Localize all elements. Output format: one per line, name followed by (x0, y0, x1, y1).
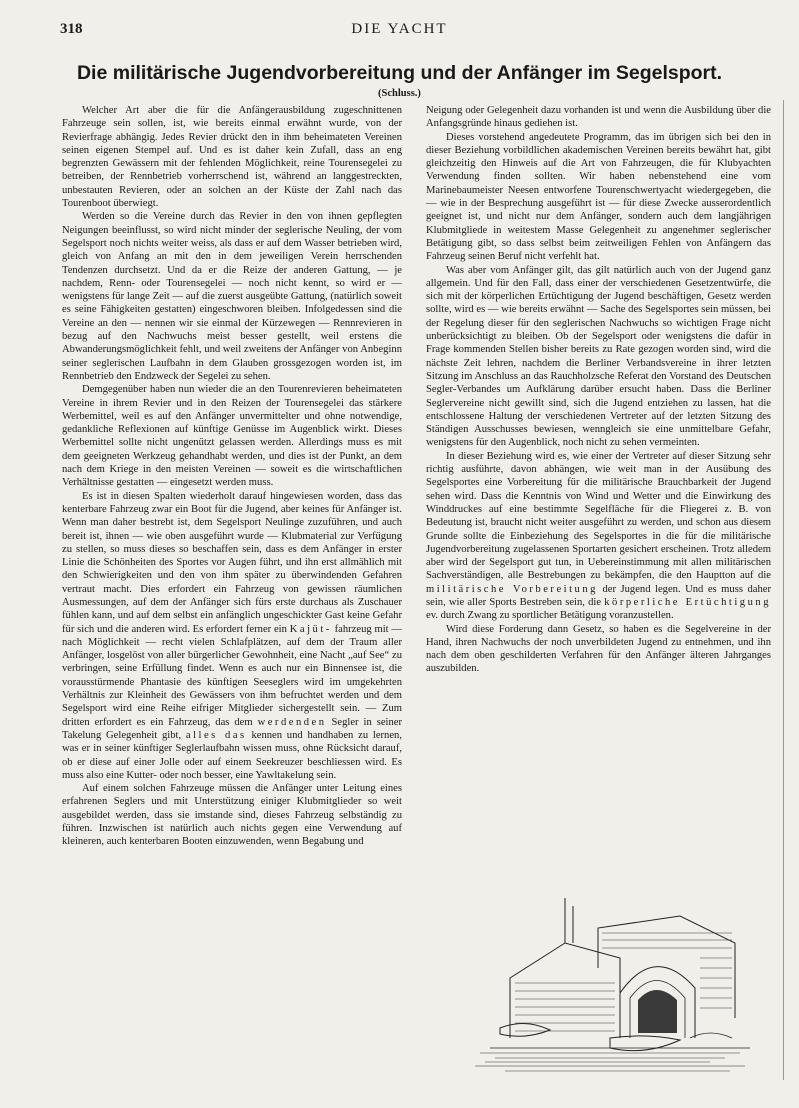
article-title: Die militärische Jugendvorbereitung und der Anfänger im Segelsport. (76, 62, 723, 84)
text-run: Segler in seiner Takelung Gelegenheit gibt, (62, 716, 403, 741)
paragraph: Werden so die Vereine durch das Revier in den von ihnen gepflegten Neigungen beeinflusst, so wird nicht minder der seglerische Neuling, der vom Segelsport noch nichts weiter weiss, als dass er auf dem Wasser betrieben wird, gleich von Anfang an mit den in dem jeweiligen Verein herrschenden Tendenzen durchsetzt. Und da er die Reize der anderen Gattung, — je nachdem, Renn- oder Tourensegelei — noch nicht kennt, so wird er — wenigstens für lange Zeit — auf die zuerst ausgeübte Gattung, (natürlich soweit es seine Fähigkeiten gestatten) eingeschworen bleiben. Infolgedessen sind die Vereine an den — nennen wir sie einmal der Kürzewegen — Rennrevieren in bezug auf den Nachwuchs meist besser gestellt, weil erstens die Abwanderungsmöglichkeit fehlt, und weil zweitens der Anfänger von Anbeginn seiner seglerischen Laufbahn in dem Glauben grossgezogen worden ist, im Rennbetrieb den Endzweck der Segelei zu sehen. (62, 211, 402, 382)
text-run: In dieser Beziehung wird es, wie einer der Vertreter auf dieser Sitzung sehr richtig ausführte, davon abhängen, wie weit man in der Ausübung des Segelsportes eine Vorbereitung für die militärische Brauchbarkeit der Jugend sehen wird. Dass die Kenntnis von Wind und Wetter und die Einwirkung des Winddruckes auf eine bestimmte Segelfläche für die Fliegerei z. B. von Bedeutung ist, braucht nicht weiter ausgeführt zu werden, und schon aus diesem Grunde sollte die Einbeziehung des Segelsportes in die für die militärische Jugendvorbereitung zugelassenen Sportarten gesichert erscheinen. Trotz alledem aber wird der Segelsport gut tun, in Uebereinstimmung mit allen militärischen Sachverständigen, alle Bestrebungen zu bekämpfen, die den Hauptton auf die (426, 450, 771, 582)
spaced-emphasis: Kajüt- (289, 623, 332, 635)
spaced-emphasis: militärische Vorbereitung (426, 583, 598, 595)
text-run: fahrzeug mit — nach Möglichkeit — recht vielen Schlafplätzen, auf dem der Traum aller Anfänger, losgelöst von aller bürgerlicher Gewohnheit, eine Nacht „auf See“ zu verbringen, seine Erfüllung findet. Wenn es auch nur ein Binnensee ist, die vorausstürmende Phantasie des künftigen Seeseglers wird im umgekehrten Verhältnis zur Kleinheit des Gewässers von ihm befruchtet werden und dem Segelsport wird eine Reihe eifriger Mitglieder sichergestellt sein. — Zum dritten erfordert es ein Fahrzeug, das dem (62, 623, 403, 728)
left-column (62, 104, 402, 849)
paragraph (426, 450, 771, 623)
text-run: ev. durch Zwang zu sportlicher Betätigung voranzustellen. (426, 610, 674, 622)
article-subtitle: (Schluss.) (378, 88, 421, 99)
paragraph: Wird diese Forderung dann Gesetz, so haben es die Segelvereine in der Hand, ihren Nachwuchs der noch unverbildeten Jugend zu entnehmen, und ihn nach dem oben geschilderten Verfahren für den Anfänger älteren Jahrganges auszubilden. (426, 623, 771, 675)
text-run: der Jugend legen. Und es muss daher sein, wie aller Sports Bestreben sein, die (426, 583, 771, 608)
page-number: 318 (60, 21, 83, 37)
right-column (426, 104, 771, 676)
paragraph: Welcher Art aber die für die Anfängerausbildung zugeschnittenen Fahrzeuge sein sollen, ist, wie bereits einmal erwähnt wurde, von der Revierfrage abhängig. Jedes Revier drückt den in ihm beheimateten Vereinen seinen eigenen Stempel auf. Und es ist daher kein Zufall, dass an eng begrenzten Gewässern mit der fehlenden Möglichkeit, reine Tourensegelei zu betreiben, der Rennbetrieb vorherrschend ist, während an langgestreckten, unbestauten Revieren, oder an solchen an der Küste der Zahl nach das Tourenboot überwiegt. (62, 105, 402, 210)
spaced-emphasis: alles das (185, 729, 247, 741)
running-title: DIE YACHT (351, 21, 448, 37)
paragraph: Demgegenüber haben nun wieder die an den Tourenrevieren beheimateten Vereine in ihrem Revier und in den Reizen der Tourensegelei das stärkere Werbemittel, weil es auf den Anfänger unvermittelter und ohne notwendige, gedankliche Reflexionen auf künftige Genüsse im Augenblick wirkt. Dieses Werbemittel sollte nicht ungenützt gelassen werden. Allerdings muss es mit dem geeigneten Werkzeug gehandhabt werden, und dies ist der Punkt, an dem nach dem Kriege in den meisten Vereinen — soweit es die wirtschaftlichen Verhältnisse gestatten — eingesetzt werden muss. (62, 384, 402, 489)
text-run: kennen und handhaben zu lernen, was er in seiner künftiger Seglerlaufbahn wissen muss, ohne Rücksicht darauf, ob er diese auf einer Jolle oder auf einem Seekreuzer beschliessen wird. Es muss also eine Kutter- oder noch besser, eine Yawltakelung sein. (62, 729, 402, 781)
paragraph: Was aber vom Anfänger gilt, das gilt natürlich auch von der Jugend ganz allgemein. Und für den Fall, dass einer der verschiedenen Gesetzentwürfe, die sich mit der körperlichen Ertüchtigung der Jugend beschäftigen, Gesetz werden sollte, wird es — wie bereits erwähnt — Sache des Segelsportes sein müssen, bei der Regelung dieser für den seglerischen Nachwuchs so wichtigen Frage nicht unberücksichtigt zu bleiben. Ob der Segelsport oder wenigstens die dafür in Frage kommenden Stellen bisher bereits zu Rate gezogen worden sind, wird die nächste Zeit lehren, nachdem die Berliner Verbandsvereine in ihrer letzten Sitzung im Anschluss an das Rauchholzsche Referat den Vorstand des Deutschen Segler-Verbandes um Aufklärung darüber ersucht haben. Dass die Berliner Seglervereine nicht gewillt sind, sich die Jugend entziehen zu lassen, hat die entschlossene Haltung der verschiedenen Vertreter auf der letzten Sitzung des Ständigen Ausschusses bewiesen, wenngleich sie eine unmittelbare Gefahr, wenigstens für den Augenblick, noch nicht zu sehen vermeinten. (426, 264, 771, 449)
spaced-emphasis: werdenden (257, 716, 327, 728)
text-run: Es ist in diesen Spalten wiederholt darauf hingewiesen worden, dass das kenterbare Fahrzeug zwar ein Boot für die Jugend, aber keines für Anfänger ist. Wenn man daher bestrebt ist, dem Segelsport Neulinge zuzuführen, und auch bereit ist, ihnen — wie oben ausgeführt wurde — Klubmaterial zur Verfügung zu stellen, so muss dieses so beschaffen sein, dass es dem Anfänger in erster Linie die Schönheiten des Sportes vor Augen führt, und ihn erst allmählich mit den Schwierigkeiten und den von ihm später zu überwindenden Gefahren vertraut macht. Dies erfordert ein Fahrzeug von gewissen räumlichen Ausmessungen, auf dem der Anfänger sich fürs erste durchaus als Zuschauer fühlen kann, und auf dem selbst ein anfänglich ungeschickter Gast keine Gefahr für sich und die anderen wird. Es erfordert ferner ein (62, 490, 402, 635)
spaced-emphasis: körperliche Ertüchtigung (604, 596, 771, 608)
paragraph: Dieses vorstehend angedeutete Programm, das im übrigen sich bei den in dieser Beziehung vorbildlichen akademischen Vereinen bereits bewährt hat, gibt gleichzeitig den Hinweis auf die Art von Fahrzeugen, die für Klubyachten Verwendung finden sollten. Wir haben nebenstehend eine vom Marinebaumeister Neesen entworfene Tourenschwertyacht wiedergegeben, die — wie in der Besprechung ausgeführt ist — für diese Zwecke ausserordentlich geeignet ist, und nicht nur dem Anfänger, sondern auch dem langjährigen Klubmitgliede in weitestem Masse Gelegenheit zu angenehmer seglerischer Betätigung gibt, so dass selbst beim zeitweiligen Fehlen von Anfängern das Fahrzeug seinen Beruf nicht verfehlt hat. (426, 131, 771, 263)
paragraph (62, 490, 402, 783)
paragraph: Auf einem solchen Fahrzeuge müssen die Anfänger unter Leitung eines erfahrenen Seglers und mit Unterstützung einiger Klubmitglieder so weit ausgebildet werden, dass sie imstande sind, dieses Fahrzeug selbständig zu führen. Inzwischen ist natürlich auch nichts gegen eine Verwendung auf kleineren, auch kenterbaren Booten einzuwenden, wenn Begabung und (62, 783, 402, 848)
harbor-sketch-illustration (470, 888, 755, 1078)
paragraph: Neigung oder Gelegenheit dazu vorhanden ist und wenn die Ausbildung über die Anfangsgründe hinaus gediehen ist. (426, 105, 771, 130)
column-rule (783, 100, 784, 1080)
